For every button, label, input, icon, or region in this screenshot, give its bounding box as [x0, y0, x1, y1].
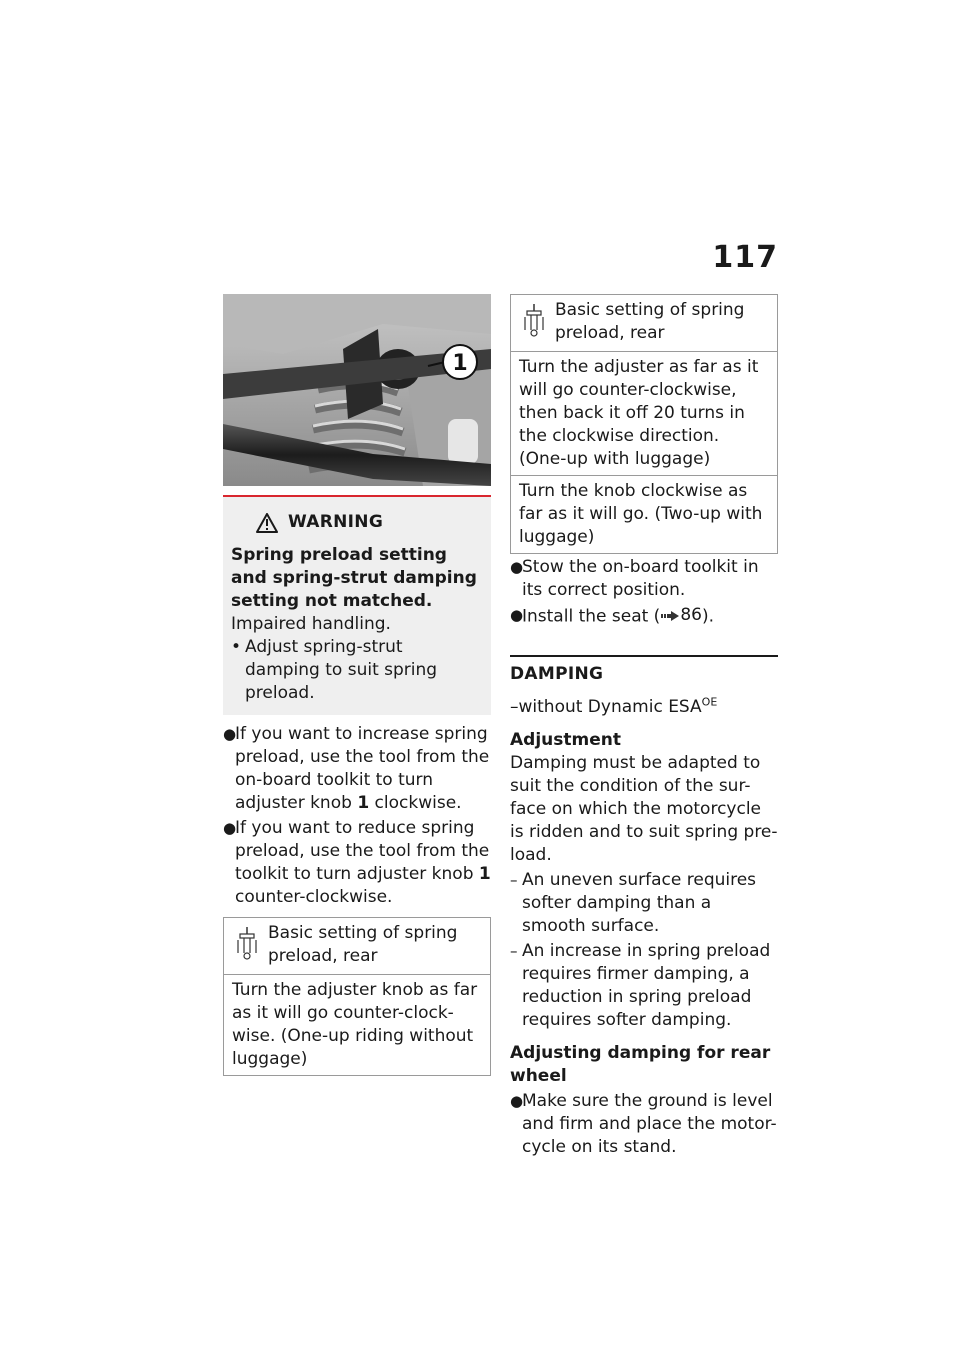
page-number: 117 — [712, 240, 778, 275]
shock-absorber-icon — [523, 303, 545, 337]
setting-box-right — [510, 294, 778, 554]
step-text: Stow the on-board toolkit in its correct position. — [522, 557, 759, 600]
setting-title: Basic setting of spring preload, rear — [268, 923, 458, 966]
step-text: If you want to increase spring preload, use the tool from the on-board toolkit to turn adjuster knob — [235, 724, 490, 813]
step-tail: clockwise. — [369, 793, 462, 813]
bullet: ● — [510, 558, 524, 576]
condition-text: –without Dynamic ESA — [510, 696, 702, 717]
warning-action-text: Adjust spring-strut damping to suit spring preload. — [245, 637, 438, 703]
warning-consequence: Impaired handling. — [231, 614, 391, 634]
warning-triangle-icon — [256, 513, 278, 533]
bullet: • — [231, 637, 242, 657]
condition-sup: OE — [701, 694, 718, 708]
setting-title: Basic setting of spring preload, rear — [555, 300, 745, 343]
page-reference-arrow-icon — [660, 610, 680, 622]
warning-hazard: Spring preload setting and spring-strut damping setting not matched. — [231, 545, 477, 611]
step-text: Install the seat ( — [522, 606, 661, 627]
bullet: ● — [510, 606, 524, 624]
step-stow-toolkit — [510, 556, 778, 602]
shock-absorber-icon — [236, 926, 258, 960]
condition-note — [510, 696, 778, 719]
step-text-end: ). — [701, 606, 715, 627]
right-column — [510, 294, 778, 1159]
dash: – — [510, 941, 518, 960]
callout-1: 1 — [452, 351, 468, 376]
step-increase-preload — [223, 723, 491, 815]
damping-rule — [510, 869, 778, 938]
rule-text: An uneven surface requires softer damping than a smooth surface. — [522, 869, 757, 936]
step-reduce-preload — [223, 817, 491, 909]
step-prepare-motorcycle — [510, 1090, 778, 1159]
rule-text: An increase in spring preload requires firmer damping, a reduction in spring preload requires softer damping. — [522, 940, 771, 1030]
knob-ref: 1 — [357, 793, 370, 813]
damping-intro: Damping must be adapted to suit the condition of the sur-face on which the motorcycle is ridden and to suit spring pre-load. — [510, 752, 778, 865]
shock-absorber-illustration — [223, 294, 491, 486]
setting-value: Turn the adjuster knob as far as it will go counter-clock-wise. (One-up riding without luggage) — [232, 980, 478, 1069]
bullet: ● — [223, 819, 237, 837]
rear-damping-heading: Adjusting damping for rear wheel — [510, 1042, 771, 1086]
setting-box-left — [223, 917, 491, 1076]
warning-title: WARNING — [288, 512, 384, 532]
step-text: Make sure the ground is level and firm and place the motor-cycle on its stand. — [522, 1090, 777, 1157]
adjustment-heading: Adjustment — [510, 729, 621, 750]
setting-value-two-up-luggage: Turn the knob clockwise as far as it will go. (Two-up with luggage) — [511, 475, 777, 553]
step-install-seat — [510, 604, 778, 629]
left-column — [223, 294, 491, 1076]
knob-ref: 1 — [478, 864, 491, 884]
step-tail: counter-clockwise. — [235, 887, 393, 907]
step-text: If you want to reduce spring preload, use the tool from the toolkit to turn adjuster knob — [235, 818, 490, 884]
warning-action — [231, 636, 481, 705]
shock-absorber-photo — [223, 294, 491, 486]
warning-box — [223, 495, 491, 715]
dash: – — [510, 870, 518, 889]
damping-rule — [510, 940, 778, 1032]
bullet: ● — [510, 1091, 524, 1110]
section-heading-damping: DAMPING — [510, 655, 778, 686]
page-reference: 86 — [680, 605, 702, 625]
bullet: ● — [223, 725, 237, 743]
setting-value-one-up-luggage: Turn the adjuster as far as it will go counter-clockwise, then back it off 20 turns in the clockwise direction. (One-up with luggage) — [519, 357, 759, 469]
